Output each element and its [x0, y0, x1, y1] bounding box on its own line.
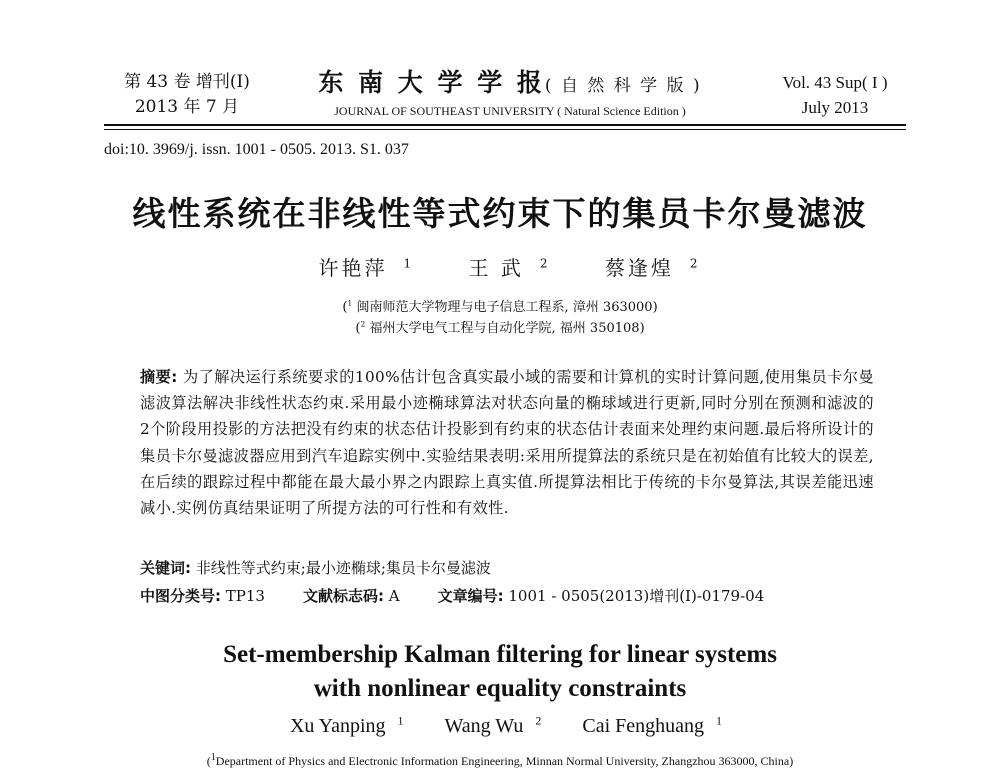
title-en-line-1: Set-membership Kalman filtering for linear systems — [223, 641, 777, 668]
author-en: Xu Yanping $^1$ — [289, 713, 404, 737]
author-cn: 许艳萍 $^1$ — [318, 256, 412, 280]
affiliation-cn-1: ($^1$ 闽南师范大学物理与电子信息工程系, 漳州 363000) — [342, 298, 658, 315]
header-rule-thick — [104, 124, 906, 126]
journal-header — [300, 66, 720, 119]
doi[interactable]: doi:10. 3969/j. issn. 1001 - 0505. 2013. S1. 037 — [104, 141, 409, 158]
volume-info — [770, 70, 900, 120]
journal-title-en: JOURNAL OF SOUTHEAST UNIVERSITY ( Natural Science Edition ) — [334, 104, 686, 118]
journal-edition-cn: ( 自 然 科 学 版 ) — [544, 76, 702, 96]
issue-date: 2013 年 7 月 — [134, 97, 240, 117]
abstract-label: 摘要: — [140, 368, 178, 386]
document-code: 文献标志码: A — [302, 587, 400, 605]
author-cn: 王 武 $^2$ — [468, 256, 548, 280]
paper-title-cn: 线性系统在非线性等式约束下的集员卡尔曼滤波 — [132, 194, 868, 233]
abstract-cn — [140, 364, 874, 521]
author-en: Cai Fenghuang $^1$ — [582, 713, 723, 737]
keywords-cn — [140, 557, 491, 578]
header-rule-thin — [104, 129, 906, 130]
article-number: 文章编号: 1001 - 0505(2013)增刊(I)-0179-04 — [437, 587, 765, 605]
volume-number: Vol. 43 Sup( I ) — [782, 73, 888, 92]
issue-info — [112, 70, 262, 120]
clc-number: 中图分类号: TP13 — [140, 587, 265, 605]
paper-title-en — [0, 638, 1000, 706]
author-en: Wang Wu $^2$ — [444, 713, 542, 737]
issue-volume: 第 43 卷 增刊(I) — [124, 72, 250, 92]
title-en-line-2: with nonlinear equality constraints — [313, 675, 687, 702]
keywords-label: 关键词: — [140, 559, 191, 577]
volume-date: July 2013 — [801, 98, 869, 117]
journal-name-cn: 东 南 大 学 学 报 — [318, 68, 545, 97]
author-list-cn — [0, 252, 1000, 281]
author-cn: 蔡逢煌 $^2$ — [604, 256, 698, 280]
affiliation-en-1: ($^1$Department of Physics and Electronic Information Engineering, Minnan Normal University, Zhangzhou 363000, China) — [206, 752, 794, 768]
journal-title-cn — [300, 66, 720, 103]
abstract-text: 为了解决运行系统要求的100%估计包含真实最小域的需要和计算机的实时计算问题,使用集员卡尔曼滤波算法解决非线性状态约束.采用最小迹椭球算法对状态向量的椭球域进行更新,同时分别在预测和滤波的2个阶段用投影的方法把没有约束的状态估计投影到有约束的状态估计表面来处理约束问题.最后将所设计的集员卡尔曼滤波器应用到汽车追踪实例中.实验结果表明:采用所提算法的系统只是在初始值有比较大的误差,在后续的跟踪过程中都能在最大最小界之内跟踪上真实值.所提算法相比于传统的卡尔曼算法,其误差能迅速减小.实例仿真结果证明了所提方法的可行性和有效性. — [140, 368, 874, 518]
classification-line — [140, 585, 880, 606]
affiliation-cn-2: ($^2$ 福州大学电气工程与自动化学院, 福州 350108) — [355, 319, 645, 336]
keywords-text: 非线性等式约束;最小迹椭球;集员卡尔曼滤波 — [195, 559, 491, 577]
author-list-en — [0, 713, 1000, 738]
